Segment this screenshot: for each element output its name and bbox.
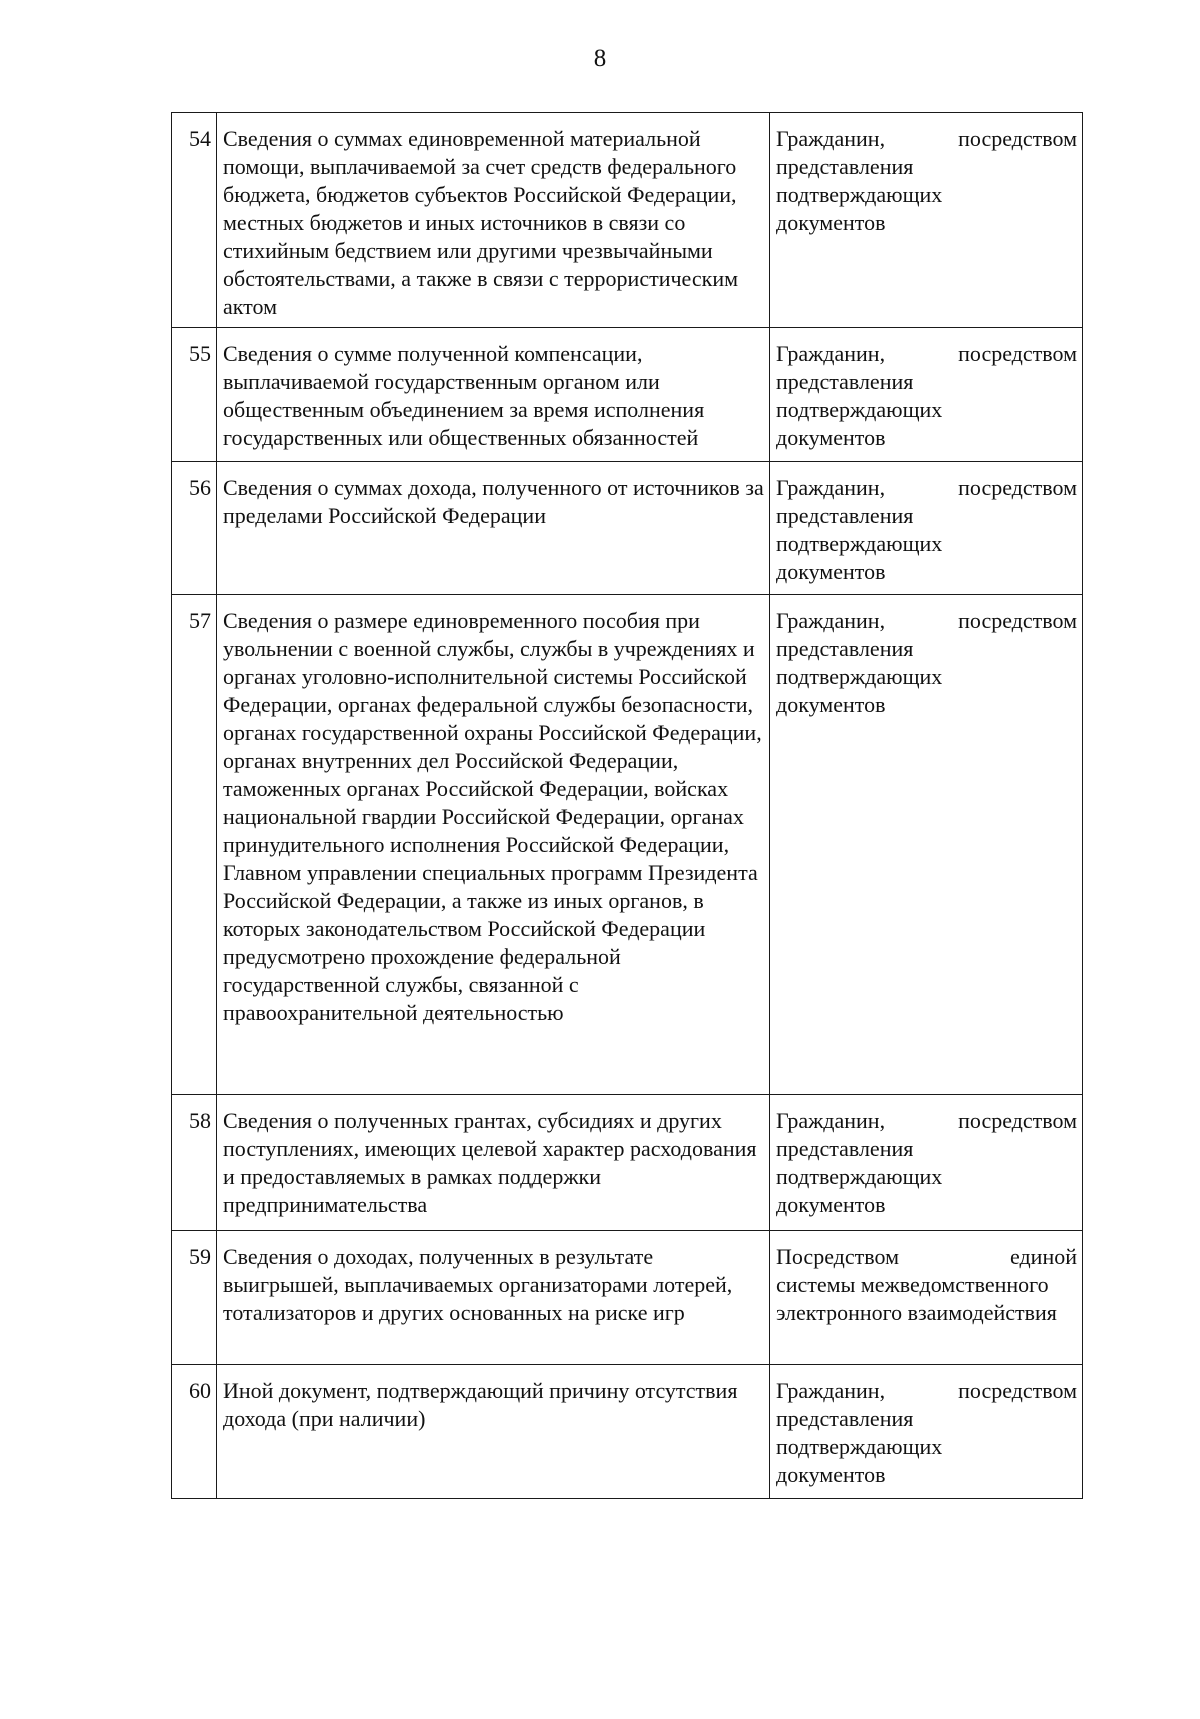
method-first-line	[776, 1107, 1077, 1135]
row-method	[770, 328, 1083, 462]
row-description: Сведения о суммах дохода, полученного от источников за пределами Российской Федерации	[217, 462, 770, 595]
row-number: 56	[172, 462, 217, 595]
method-first-word: Посредством	[776, 1244, 899, 1269]
method-second-word: посредством	[958, 1378, 1077, 1403]
row-description: Сведения о доходах, полученных в результате выигрышей, выплачиваемых организаторами лотерей, тотализаторов и других основанных на риске игр	[217, 1231, 770, 1365]
row-number: 58	[172, 1095, 217, 1231]
method-first-line	[776, 474, 1077, 502]
table-row	[172, 595, 1083, 1095]
method-first-word: Гражданин,	[776, 608, 886, 633]
table-row	[172, 462, 1083, 595]
method-second-word: посредством	[958, 1108, 1077, 1133]
row-description: Сведения о полученных грантах, субсидиях и других поступлениях, имеющих целевой характер расходования и предоставляемых в рамках поддержки предпринимательства	[217, 1095, 770, 1231]
row-description: Иной документ, подтверждающий причину отсутствия дохода (при наличии)	[217, 1365, 770, 1499]
row-method	[770, 462, 1083, 595]
method-rest: представления подтверждающих документов	[776, 636, 943, 717]
method-rest: представления подтверждающих документов	[776, 154, 943, 235]
row-method	[770, 1365, 1083, 1499]
method-rest: представления подтверждающих документов	[776, 369, 943, 450]
row-number: 59	[172, 1231, 217, 1365]
method-first-line	[776, 340, 1077, 368]
method-second-word: посредством	[958, 341, 1077, 366]
row-description: Сведения о суммах единовременной материальной помощи, выплачиваемой за счет средств федерального бюджета, бюджетов субъектов Российской Федерации, местных бюджетов и иных источников в связи со стихийным бедствием или другими чрезвычайными обстоятельствами, а также в связи с террористическим актом	[217, 113, 770, 328]
method-first-line	[776, 125, 1077, 153]
method-second-word: посредством	[958, 475, 1077, 500]
method-first-word: Гражданин,	[776, 475, 886, 500]
table-row	[172, 328, 1083, 462]
row-description: Сведения о сумме полученной компенсации, выплачиваемой государственным органом или общественным объединением за время исполнения государственных или общественных обязанностей	[217, 328, 770, 462]
row-number: 60	[172, 1365, 217, 1499]
method-first-word: Гражданин,	[776, 1108, 886, 1133]
page-number: 8	[593, 45, 607, 72]
row-number: 54	[172, 113, 217, 328]
row-description: Сведения о размере единовременного пособия при увольнении с военной службы, службы в учреждениях и органах уголовно-исполнительной системы Российской Федерации, органах федеральной службы безопасности, органах государственной охраны Российской Федерации, органах внутренних дел Российской Федерации, таможенных органах Российской Федерации, войсках национальной гвардии Российской Федерации, органах принудительного исполнения Российской Федерации, Главном управлении специальных программ Президента Российской Федерации, а также из иных органов, в которых законодательством Российской Федерации предусмотрено прохождение федеральной государственной службы, связанной с правоохранительной деятельностью	[217, 595, 770, 1095]
row-method	[770, 595, 1083, 1095]
method-first-word: Гражданин,	[776, 341, 886, 366]
method-first-line	[776, 1377, 1077, 1405]
method-second-word: посредством	[958, 608, 1077, 633]
document-table	[171, 112, 1083, 1499]
method-first-word: Гражданин,	[776, 126, 886, 151]
table-row	[172, 1095, 1083, 1231]
row-number: 57	[172, 595, 217, 1095]
method-rest: системы межведомственного электронного взаимодействия	[776, 1272, 1057, 1325]
row-method	[770, 1231, 1083, 1365]
method-second-word: посредством	[958, 126, 1077, 151]
method-rest: представления подтверждающих документов	[776, 503, 943, 584]
row-number: 55	[172, 328, 217, 462]
table-row	[172, 113, 1083, 328]
table-row	[172, 1365, 1083, 1499]
row-method	[770, 113, 1083, 328]
method-first-line	[776, 1243, 1077, 1271]
row-method	[770, 1095, 1083, 1231]
method-first-line	[776, 607, 1077, 635]
method-second-word: единой	[1010, 1244, 1077, 1269]
method-first-word: Гражданин,	[776, 1378, 886, 1403]
table-row	[172, 1231, 1083, 1365]
method-rest: представления подтверждающих документов	[776, 1136, 943, 1217]
method-rest: представления подтверждающих документов	[776, 1406, 943, 1487]
